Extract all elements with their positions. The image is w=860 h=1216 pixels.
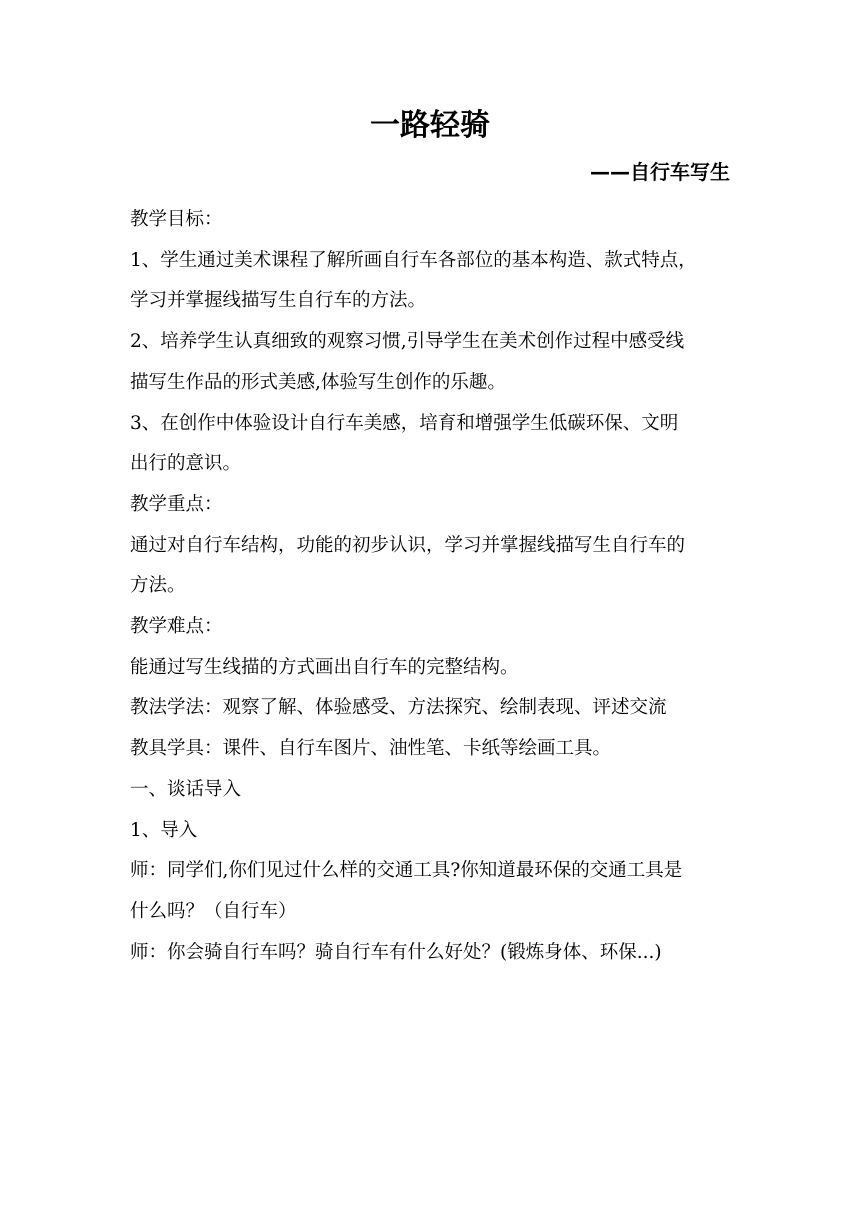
section-heading-difficulties: 教学难点： [130, 616, 223, 638]
text-line: 师：你会骑自行车吗？骑自行车有什么好处？(锻炼身体、环保...) [130, 941, 662, 963]
text-line: 师：同学们,你们见过什么样的交通工具?你知道最环保的交通工具是 [130, 860, 683, 882]
text-line: 什么吗？（自行车） [130, 900, 297, 922]
document-title: 一路轻骑 [370, 108, 490, 143]
text-line: 1、学生通过美术课程了解所画自行车各部位的基本构造、款式特点， [130, 249, 697, 271]
section-heading-introduction: 一、谈话导入 [130, 778, 242, 800]
text-line-methods: 教法学法：观察了解、体验感受、方法探究、绘制表现、评述交流 [130, 697, 667, 719]
section-heading-objectives: 教学目标： [130, 209, 223, 230]
text-line: 描写生作品的形式美感,体验写生创作的乐趣。 [130, 371, 506, 393]
document-subtitle: ——自行车写生 [590, 160, 730, 184]
text-line: 出行的意识。 [130, 453, 242, 475]
text-line: 2、培养学生认真细致的观察习惯,引导学生在美术创作过程中感受线 [130, 331, 685, 353]
document-body [130, 200, 730, 973]
text-line: 3、在创作中体验设计自行车美感，培育和增强学生低碳环保、文明 [130, 412, 679, 434]
section-heading-key-points: 教学重点： [130, 493, 223, 515]
subsection-heading-intro: 1、导入 [130, 819, 198, 841]
text-line: 通过对自行车结构，功能的初步认识，学习并掌握线描写生自行车的 [130, 534, 686, 556]
text-line: 方法。 [130, 575, 186, 597]
text-line: 能通过写生线描的方式画出自行车的完整结构。 [130, 656, 519, 678]
text-line: 学习并掌握线描写生自行车的方法。 [130, 290, 427, 312]
text-line-materials: 教具学具：课件、自行车图片、油性笔、卡纸等绘画工具。 [130, 738, 612, 760]
